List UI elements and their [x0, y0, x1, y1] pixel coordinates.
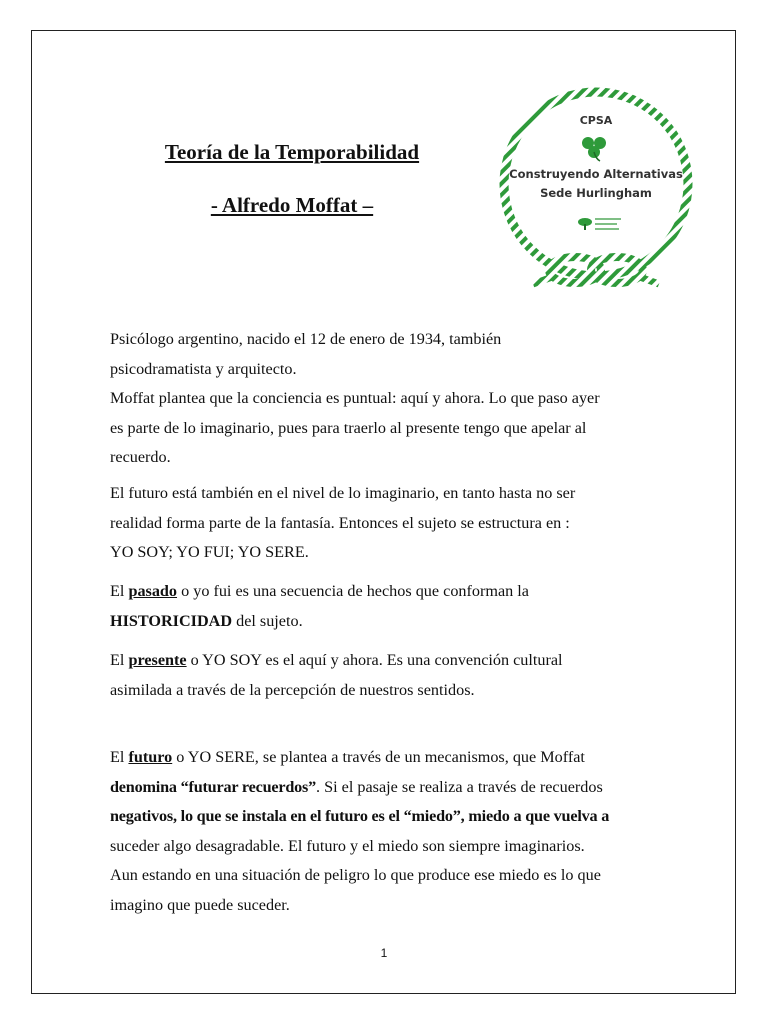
- text-line: YO SOY; YO FUI; YO SERE.: [110, 543, 309, 561]
- term-futuro: futuro: [128, 748, 173, 766]
- text-rest: . Si el pasaje se realiza a través de recuerdos: [316, 777, 603, 796]
- document-subtitle: - Alfredo Moffat –: [210, 193, 374, 217]
- text-line: [110, 577, 670, 607]
- small-text-line: [595, 218, 621, 220]
- text-line: psicodramatista y arquitecto.: [110, 359, 297, 378]
- logo-line2: Sede Hurlingham: [540, 186, 652, 200]
- paragraph-presente: [110, 646, 670, 705]
- text-line: imagino que puede suceder.: [110, 895, 290, 914]
- text-rest: o yo fui es una secuencia de hechos que conforman la: [181, 582, 529, 600]
- text-el: El: [110, 582, 125, 600]
- text-el: El: [110, 748, 125, 766]
- text-rest: del sujeto.: [236, 611, 303, 630]
- text-el: El: [110, 651, 125, 669]
- text-line: recuerdo.: [110, 448, 171, 466]
- text-line: [110, 743, 670, 773]
- text-line: Psicólogo argentino, nacido el 12 de enero de 1934, también: [110, 330, 502, 348]
- paragraph-bio: [110, 325, 670, 473]
- logo-line1: Construyendo Alternativas: [509, 167, 683, 181]
- text-line: [110, 646, 670, 676]
- text-line: [110, 773, 670, 803]
- text-line: [110, 607, 670, 637]
- text-line: es parte de lo imaginario, pues para traerlo al presente tengo que apelar al: [110, 418, 587, 437]
- paragraph-pasado: [110, 577, 670, 636]
- clover-icon: [582, 137, 606, 161]
- text-line: realidad forma parte de la fantasía. Entonces el sujeto se estructura en :: [110, 513, 570, 532]
- text-line: Moffat plantea que la conciencia es puntual: aquí y ahora. Lo que paso ayer: [110, 389, 600, 407]
- small-text-line: [595, 228, 619, 230]
- paragraph-future: [110, 479, 670, 568]
- tree-icon: [578, 218, 592, 230]
- page-number: 1: [380, 946, 388, 960]
- text-line: asimilada a través de la percepción de nuestros sentidos.: [110, 680, 475, 699]
- term-presente: presente: [128, 651, 187, 669]
- paragraph-futuro: [110, 743, 670, 920]
- term-denomina: denomina “futurar recuerdos”: [110, 777, 317, 796]
- text-line: negativos, lo que se instala en el futuro es el “miedo”, miedo a que vuelva a: [110, 807, 610, 825]
- term-pasado: pasado: [128, 582, 178, 600]
- small-text-line: [595, 223, 617, 225]
- text-line: suceder algo desagradable. El futuro y el miedo son siempre imaginarios.: [110, 836, 585, 855]
- term-historicidad: HISTORICIDAD: [110, 611, 233, 630]
- text-rest: o YO SERE, se plantea a través de un mecanismos, que Moffat: [176, 748, 585, 766]
- text-line: Aun estando en una situación de peligro lo que produce ese miedo es lo que: [110, 866, 601, 884]
- logo-acronym: CPSA: [579, 114, 613, 127]
- text-line: El futuro está también en el nivel de lo imaginario, en tanto hasta no ser: [110, 484, 576, 502]
- text-rest: o YO SOY es el aquí y ahora. Es una convención cultural: [190, 651, 563, 669]
- rope-knot-icon: [533, 257, 659, 284]
- cpsa-logo: [485, 84, 707, 294]
- document-title: Teoría de la Temporabilidad: [164, 140, 420, 164]
